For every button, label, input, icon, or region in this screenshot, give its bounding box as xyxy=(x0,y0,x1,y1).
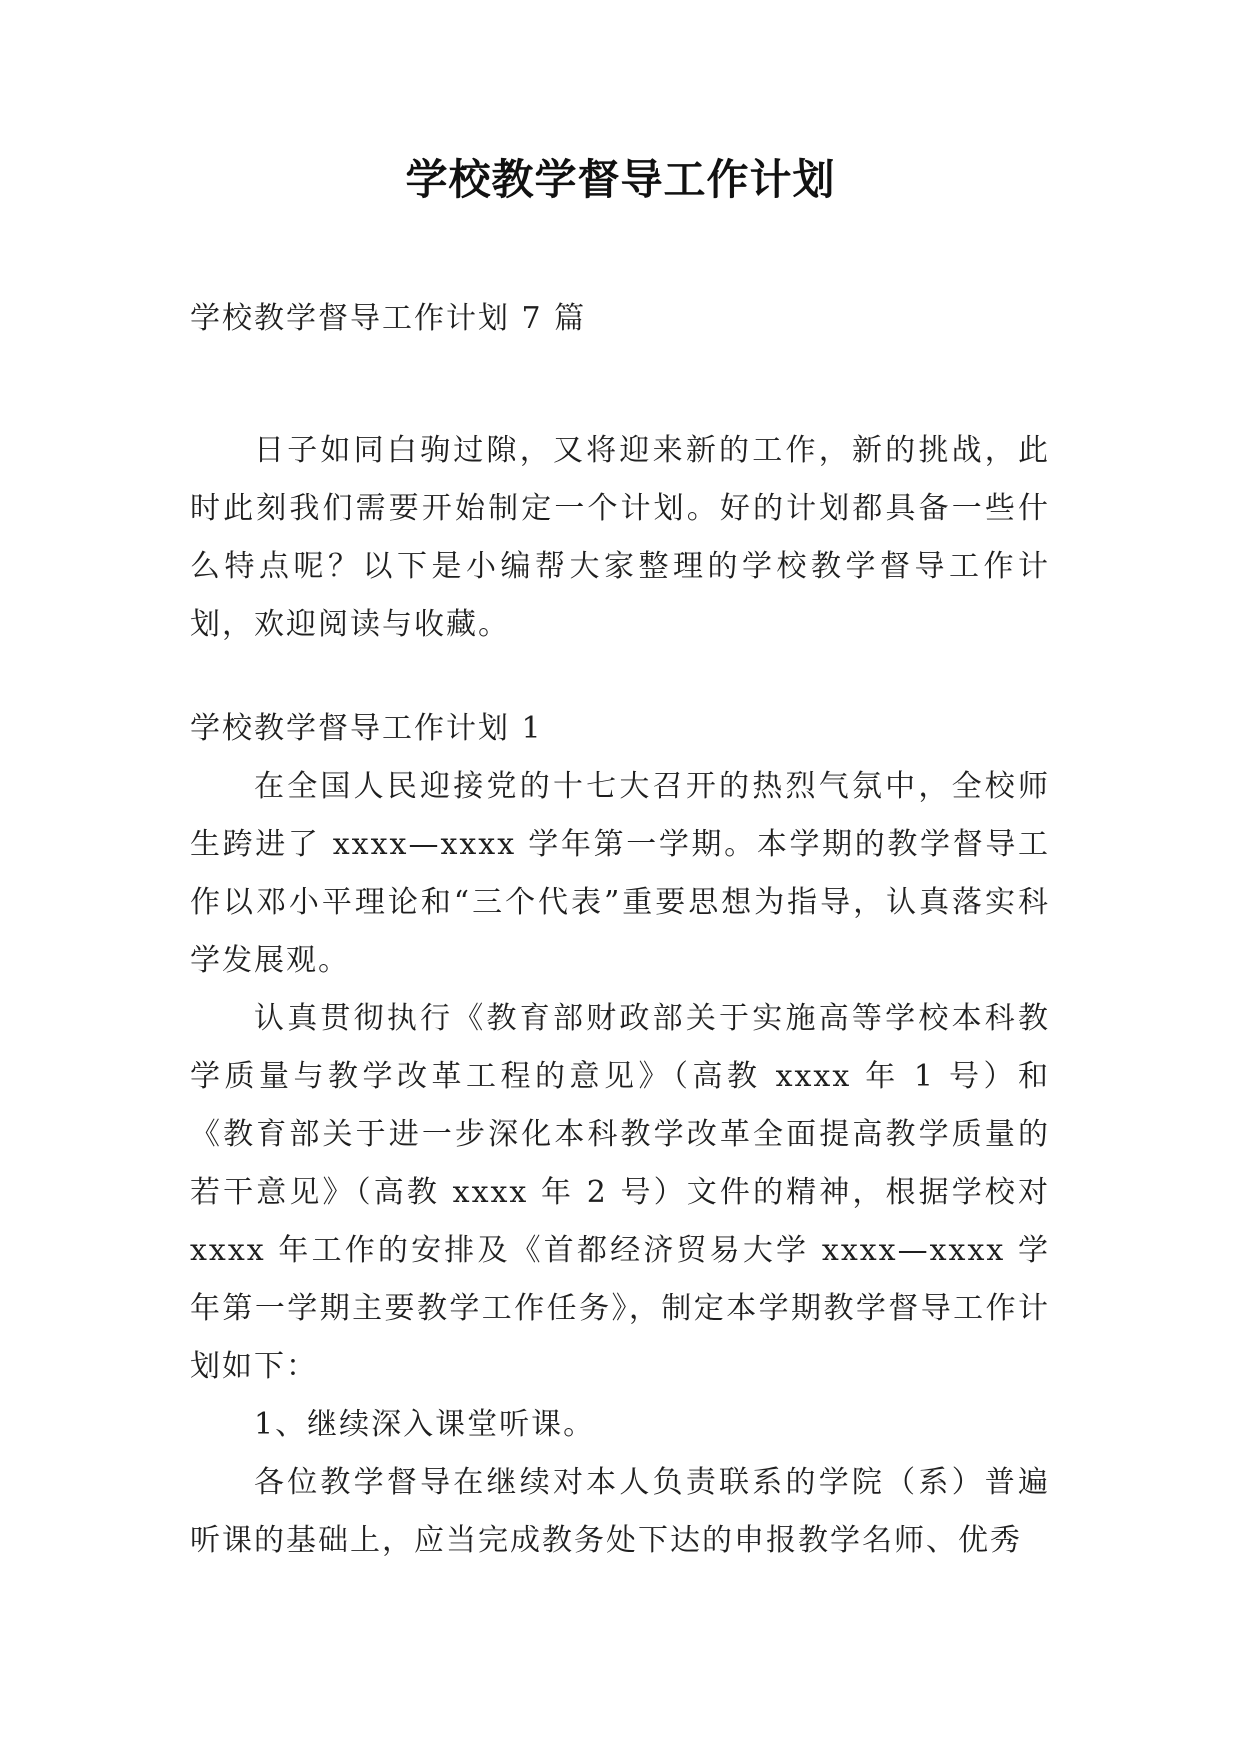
paragraph: 认真贯彻执行《教育部财政部关于实施高等学校本科教学质量与教学改革工程的意见》（高教 xxxx 年 1 号）和《教育部关于进一步深化本科教学改革全面提高教学质量的若干意见》（高教 xxxx 年 2 号）文件的精神，根据学校对 xxxx 年工作的安排及《首都经济贸易大学 xxxx—xxxx 学年第一学期主要教学工作任务》，制定本学期教学督导工作计划如下： xyxy=(190,1001,1050,1384)
document-title: 学校教学督导工作计划 xyxy=(405,155,836,204)
section-heading: 学校教学督导工作计划 1 xyxy=(190,711,543,746)
document-body xyxy=(190,290,1050,1570)
intro-paragraph: 日子如同白驹过隙，又将迎来新的工作，新的挑战，此时此刻我们需要开始制定一个计划。好的计划都具备一些什么特点呢？以下是小编帮大家整理的学校教学督导工作计划，欢迎阅读与收藏。 xyxy=(190,433,1050,642)
list-item-heading: 1、继续深入课堂听课。 xyxy=(254,1407,596,1442)
paragraph: 在全国人民迎接党的十七大召开的热烈气氛中，全校师生跨进了 xxxx—xxxx 学年第一学期。本学期的教学督导工作以邓小平理论和“三个代表”重要思想为指导，认真落实科学发展观。 xyxy=(190,769,1050,978)
paragraph: 各位教学督导在继续对本人负责联系的学院（系）普遍听课的基础上，应当完成教务处下达的申报教学名师、优秀 xyxy=(190,1465,1050,1558)
document-subtitle: 学校教学督导工作计划 7 篇 xyxy=(190,301,587,336)
